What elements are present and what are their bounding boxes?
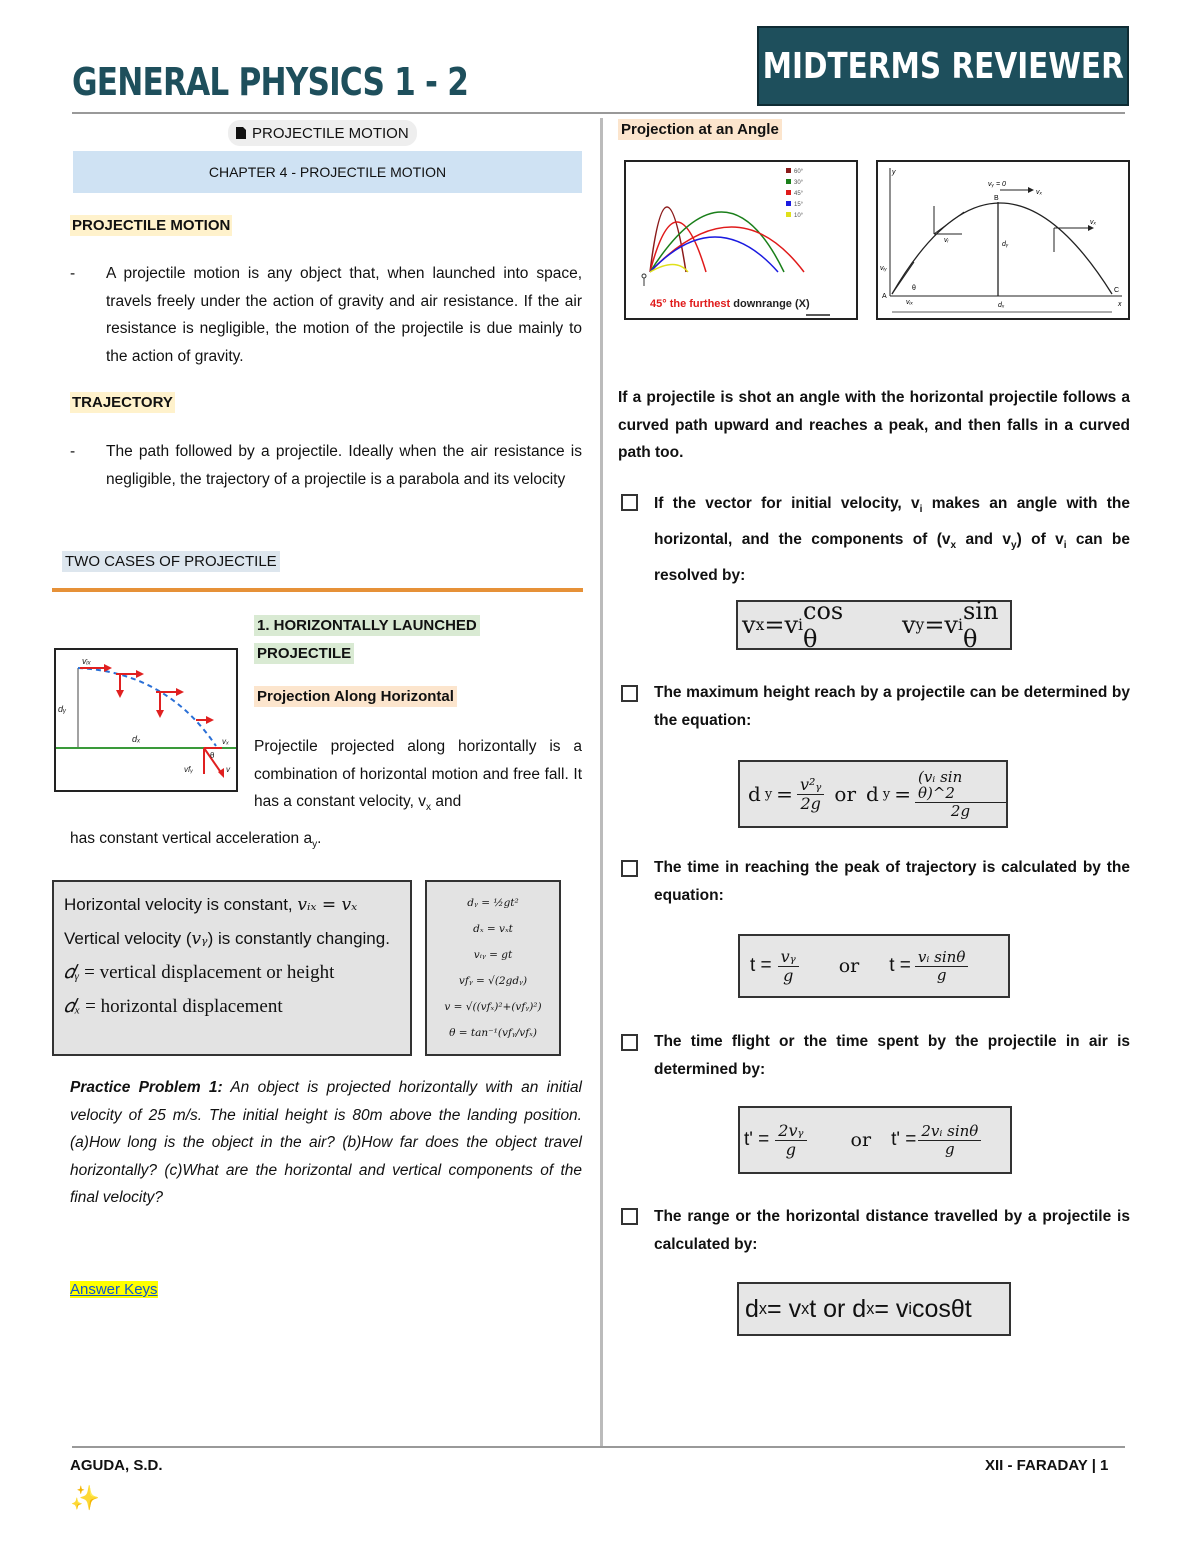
y-axis-label: y: [892, 169, 896, 176]
item-checkbox-1[interactable]: [621, 494, 638, 511]
horizontal-projectile-diagram: [56, 650, 236, 790]
two-cases-wrap: [62, 553, 280, 571]
vx-label-right: vₓ: [1090, 219, 1097, 226]
vy0-label: vᵧ = 0: [988, 181, 1006, 188]
case1-heading: [254, 612, 480, 668]
info-line4: 𝑑ₓ = horizontal displacement: [64, 996, 283, 1017]
footer-divider: [72, 1446, 1125, 1448]
launch-angle-figure: [624, 160, 858, 320]
item-text-2: The maximum height reach by a projectile can be determined by the equation:: [654, 684, 1130, 729]
angle-intro: If a projectile is shot an angle with the horizontal projectile follows a curved path upward and reaches a peak, and then falls in a curved path too.: [618, 389, 1130, 461]
legend-1: 30°: [794, 180, 804, 186]
column-divider: [600, 118, 603, 1446]
formula-1: dₓ = vₓt: [473, 923, 513, 935]
dy-label: dᵧ: [58, 704, 67, 714]
along-horizontal-wrap: [254, 688, 457, 706]
x-axis-label: x: [1118, 301, 1122, 308]
item-text-3: The time in reaching the peak of trajectory is calculated by the equation:: [654, 859, 1130, 904]
badge-label: MIDTERMS REVIEWER: [762, 45, 1124, 87]
item-text-4: The time flight or the time spent by the projectile in air is determined by:: [654, 1033, 1130, 1078]
trajectory-text: The path followed by a projectile. Ideally when the air resistance is negligible, the trajectory of a projectile is a parabola and its velocity: [106, 443, 582, 488]
dx-label-right: dₓ: [998, 302, 1005, 309]
item-checkbox-2[interactable]: [621, 685, 638, 702]
formula-2: vᵢᵧ = gt: [473, 949, 513, 961]
case1-line1: 1. HORIZONTALLY LAUNCHED: [254, 615, 480, 636]
practice-problem: [70, 1074, 582, 1212]
launch-angle-diagram: [626, 162, 856, 318]
point-a-label: A: [882, 293, 887, 300]
item-text-1: If the vector for initial velocity, $v_i$ makes an angle with the horizontal, and the components of ($v_x$ and $v_y$) of $v_i$ can be resolved by:: [654, 495, 1131, 585]
legend-0: 60°: [794, 169, 804, 175]
formula-0: dᵧ = ½gt²: [467, 897, 519, 909]
vx-label: vₓ: [222, 737, 230, 746]
formula-3: vfᵧ = √(2gdᵧ): [458, 975, 528, 987]
projectile-text: A projectile motion is any object that, when launched into space, travels freely under the action of gravity and air resistance. If the air resistance is negligible, the motion of the projectile is due mainly to the action of gravity.: [106, 265, 582, 365]
vx-label-top: vₓ: [1036, 189, 1043, 196]
dash-bullet: -: [70, 443, 76, 460]
angle-heading: Projection at an Angle: [618, 119, 782, 140]
vi-label: vᵢ: [944, 237, 949, 244]
along-text-bottom: has constant vertical acceleration $a_y$.: [70, 830, 322, 851]
dash-bullet: -: [70, 265, 76, 282]
equation-time-peak: t = $\frac{\text{vᵧ}}{g}$ or t = $\frac{\text{vᵢ sinθ}}{g}$: [738, 934, 1010, 998]
legend-4: 10°: [794, 213, 804, 219]
info-line1: Horizontal velocity is constant, 𝑣ᵢₓ = 𝑣ₓ: [64, 895, 358, 915]
equation-range: d x = v x t or d x = v i cosθt: [737, 1282, 1011, 1336]
projectile-definition: [70, 260, 582, 370]
chart-legend: [786, 168, 804, 219]
two-cases-heading: TWO CASES OF PROJECTILE: [62, 551, 280, 572]
chapter-title: CHAPTER 4 - PROJECTILE MOTION: [208, 164, 447, 180]
footer-section: XII - FARADAY | 1: [985, 1457, 1109, 1474]
answer-keys-wrap: [70, 1281, 158, 1299]
formula-5: θ = tan⁻¹(vfᵧ/vfₓ): [449, 1027, 537, 1039]
equation-max-height: d y = $\frac{\text{v²ᵧ}}{2g}$ or d y = $\frac{\text{(vᵢ sin θ)\textasciicircum{}2}}{2g}$: [738, 760, 1008, 828]
dx-label: dₓ: [132, 734, 141, 744]
equation-components: v x =v i cos θ v y =v i sin θ: [736, 600, 1012, 650]
horizontal-projectile-figure: [54, 648, 238, 792]
vfy-label: vfᵧ: [184, 765, 194, 774]
info-line2: Vertical velocity (𝑣ᵧ) is constantly changing.: [64, 929, 390, 949]
vix-label: vᵢₓ: [82, 656, 92, 666]
components-diagram: [878, 162, 1128, 318]
formula-box: [425, 880, 561, 1056]
vix-label-right: vᵢₓ: [906, 299, 914, 306]
practice-label: Practice Problem 1:: [70, 1079, 223, 1096]
document-icon: [236, 127, 246, 139]
projectile-heading: PROJECTILE MOTION: [72, 217, 231, 234]
v-label: v: [226, 765, 230, 774]
viy-label: vᵢᵧ: [880, 265, 887, 272]
sparkle-icon: ✨: [70, 1485, 100, 1512]
equation-time-flight: t' = $\frac{\text{2vᵧ}}{g}$ or t' = $\frac{\text{2vᵢ sinθ}}{g}$: [738, 1106, 1012, 1174]
point-c-label: C: [1114, 287, 1120, 294]
trajectory-definition: [70, 438, 582, 493]
header-divider: [72, 112, 1125, 114]
midterms-badge: [757, 26, 1129, 106]
trajectory-heading-wrap: [70, 394, 175, 412]
legend-3: 15°: [794, 202, 804, 208]
section-pill-label: PROJECTILE MOTION: [252, 124, 409, 142]
chapter-banner: [73, 151, 582, 193]
legend-2: 45°: [794, 191, 804, 197]
item-checkbox-4[interactable]: [621, 1034, 638, 1051]
footer-author: AGUDA, S.D.: [70, 1457, 163, 1474]
projectile-heading-wrap: [70, 217, 232, 235]
orange-rule: [52, 588, 583, 592]
dy-label-right: dᵧ: [1002, 241, 1009, 248]
info-line3: 𝑑ᵧ = vertical displacement or height: [64, 962, 335, 983]
answer-keys-link[interactable]: Answer Keys: [70, 1281, 158, 1298]
practice-text: An object is projected horizontally with an initial velocity of 25 m/s. The initial height is 80m above the landing position. (a)How long is the object in the air? (b)How far does the object travel horizontally? (c)What are the horizontal and vertical components of the final velocity?: [70, 1079, 582, 1206]
angle-heading-wrap: [618, 121, 782, 139]
components-figure: [876, 160, 1130, 320]
along-text-top: Projectile projected along horizontally is a combination of horizontal motion and free fall. It has a constant velocity, $v_x$ and: [254, 738, 582, 814]
formula-4: v = √((vfₓ)²+(vfᵧ)²): [444, 1001, 542, 1013]
item-text-5: The range or the horizontal distance travelled by a projectile is calculated by:: [654, 1208, 1130, 1253]
theta-label: θ: [210, 751, 215, 760]
case1-line2: PROJECTILE: [254, 643, 354, 664]
theta-label-right: θ: [912, 285, 916, 292]
item-checkbox-3[interactable]: [621, 860, 638, 877]
point-b-label: B: [994, 195, 999, 202]
velocity-info-box: [52, 880, 412, 1056]
trajectory-heading: TRAJECTORY: [72, 394, 173, 411]
item-checkbox-5[interactable]: [621, 1208, 638, 1225]
chart-caption: 45° the furthest downrange (X): [650, 298, 810, 310]
page-title: GENERAL PHYSICS 1 - 2: [72, 60, 469, 104]
section-pill[interactable]: [228, 120, 417, 146]
along-horizontal-heading: Projection Along Horizontal: [254, 686, 457, 707]
